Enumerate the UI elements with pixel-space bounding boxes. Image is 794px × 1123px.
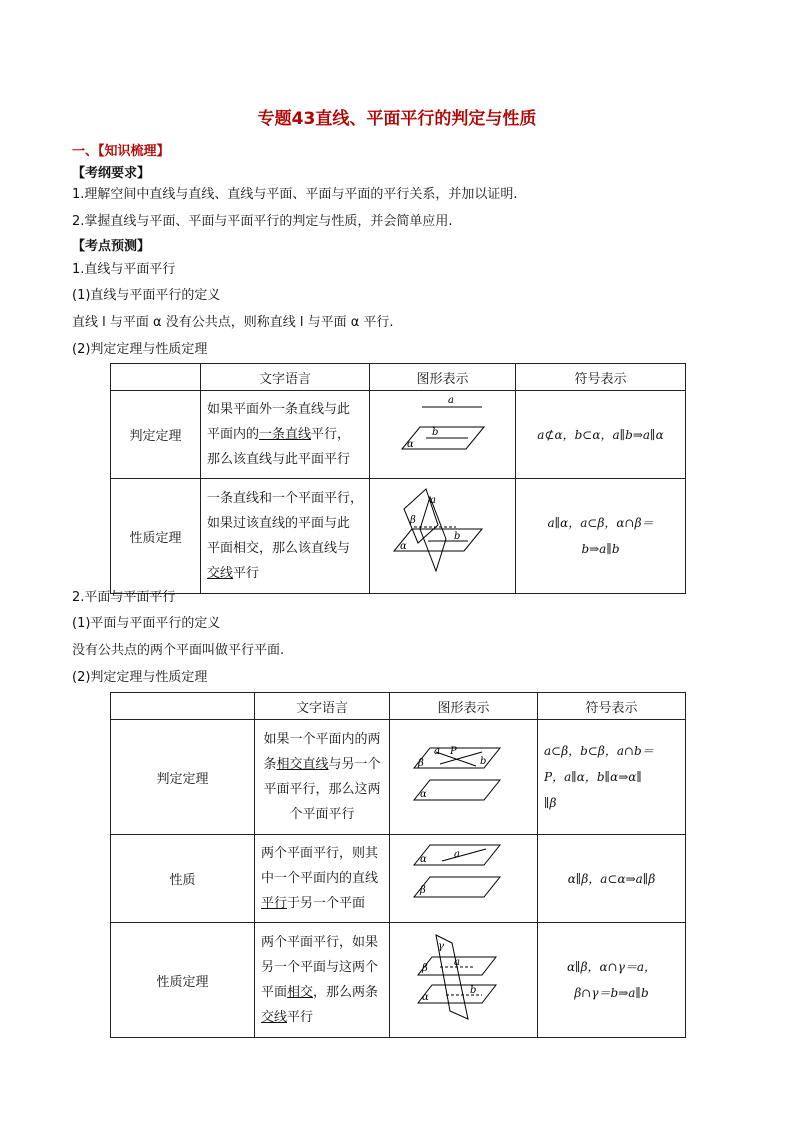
text-line: 那么该直线与此平面平行 (207, 452, 351, 467)
underlined-term: 交线 (261, 1010, 288, 1025)
header-cell: 图形表示 (390, 693, 538, 720)
prediction-heading: 【考点预测】 (72, 239, 151, 254)
text-language-cell (255, 835, 390, 923)
text-language-cell (201, 479, 370, 594)
table-row (111, 835, 686, 923)
header-cell: 符号表示 (516, 364, 686, 391)
plane-plane-criterion-figure (390, 720, 538, 830)
text-line: 两个平面平行，则其 (261, 846, 379, 861)
label-b: b (470, 985, 477, 996)
underlined-term: 一条直线 (259, 427, 312, 442)
symbol-line: P，a∥α，b∥α⇒α∥ (544, 770, 642, 784)
text-line: 于另一个平面 (287, 896, 366, 911)
label-a: a (454, 957, 460, 968)
text-line: 条 (263, 757, 277, 772)
page-title: 专题43直线、平面平行的判定与性质 (257, 109, 537, 129)
header-cell: 文字语言 (255, 693, 390, 720)
label-alpha: α (422, 992, 429, 1003)
row-name: 性质 (111, 835, 255, 923)
header-cell (111, 364, 201, 391)
text-language-cell (255, 720, 390, 835)
label-alpha: α (407, 439, 414, 450)
label-gamma: γ (438, 941, 444, 952)
row-name: 性质定理 (111, 923, 255, 1038)
text-line: 如果过该直线的平面与此 (207, 516, 351, 531)
label-b: b (432, 427, 439, 438)
text-line: 平面平行，那么这两 (263, 782, 381, 797)
label-p: P (450, 746, 457, 757)
table-header-row (111, 364, 686, 391)
text-line: 另一个平面与这两个 (261, 960, 379, 975)
header-cell: 符号表示 (538, 693, 686, 720)
plane-plane-property-figure (390, 835, 538, 918)
row-name: 判定定理 (111, 720, 255, 835)
header-cell: 文字语言 (201, 364, 370, 391)
symbol-line: α∥β，α∩γ＝a， (566, 960, 657, 974)
requirement-1: 1.理解空间中直线与直线、直线与平面、平面与平面的平行关系，并加以证明. (72, 187, 518, 202)
symbol-line: a∥α，a⊂β，α∩β＝ (547, 516, 654, 530)
text-line: 如果平面外一条直线与此 (207, 402, 351, 417)
symbol-line: β∩γ＝b⇒a∥b (574, 986, 649, 1000)
figure-cell (370, 391, 516, 479)
topic-2-definition: 没有公共点的两个平面叫做平行平面. (72, 643, 285, 658)
table-row (111, 923, 686, 1038)
symbol-cell: a⊄α，b⊂α，a∥b⇒a∥α (516, 391, 686, 479)
text-language-cell (201, 391, 370, 479)
table-row (111, 479, 686, 594)
topic-1-sub-1: (1)直线与平面平行的定义 (72, 288, 221, 303)
underlined-term: 相交直线 (276, 757, 329, 772)
text-line: 与另一个 (328, 757, 381, 772)
label-alpha: α (420, 854, 427, 865)
text-line: 平行 (287, 1010, 314, 1025)
label-a: a (430, 495, 436, 506)
text-line: 中一个平面内的直线 (261, 871, 379, 886)
underlined-term: 平行 (261, 896, 288, 911)
underlined-term: 交线 (207, 566, 234, 581)
label-a: a (448, 395, 454, 406)
symbol-cell (538, 923, 686, 1038)
label-alpha: α (420, 789, 427, 800)
row-name: 性质定理 (111, 479, 201, 594)
table-header-row (111, 693, 686, 720)
label-beta: β (410, 515, 416, 526)
symbol-cell (516, 479, 686, 594)
section-heading: 一、【知识梳理】 (72, 144, 170, 159)
line-plane-intersect-figure (370, 479, 516, 589)
requirements-heading: 【考纲要求】 (72, 166, 151, 181)
label-b: b (480, 756, 487, 767)
underlined-term: 相交 (287, 985, 314, 1000)
row-name: 判定定理 (111, 391, 201, 479)
label-beta: β (422, 963, 428, 974)
figure-cell (370, 479, 516, 594)
text-line: 平面内的 (207, 427, 260, 442)
symbol-cell (538, 720, 686, 835)
label-beta: β (418, 758, 424, 769)
text-line: 平行， (311, 427, 351, 442)
text-line: ，那么两条 (313, 985, 379, 1000)
label-a: a (434, 746, 440, 757)
text-line: 如果一个平面内的两 (263, 732, 381, 747)
topic-2-sub-2: (2)判定定理与性质定理 (72, 670, 208, 685)
label-a: a (454, 849, 460, 860)
header-cell: 图形表示 (370, 364, 516, 391)
table-row (111, 391, 686, 479)
symbol-line: ∥β (544, 796, 557, 810)
symbol-cell: α∥β，a⊂α⇒a∥β (538, 835, 686, 923)
header-cell (111, 693, 255, 720)
text-language-cell (255, 923, 390, 1038)
text-line: 平面 (261, 985, 288, 1000)
topic-1-heading: 1.直线与平面平行 (72, 262, 176, 277)
table-line-plane (110, 363, 686, 594)
label-beta: β (420, 885, 426, 896)
text-line: 一条直线和一个平面平行， (207, 491, 364, 506)
figure-cell (390, 835, 538, 923)
symbol-line: b⇒a∥b (581, 542, 620, 556)
label-alpha: α (400, 541, 407, 552)
topic-2-heading: 2.平面与平面平行 (72, 590, 176, 605)
symbol-line: a⊂β，b⊂β，a∩b＝ (544, 744, 654, 758)
table-plane-plane (110, 692, 686, 1038)
text-line: 个平面平行 (289, 807, 355, 822)
topic-1-definition: 直线 l 与平面 α 没有公共点，则称直线 l 与平面 α 平行. (72, 315, 394, 330)
figure-cell (390, 720, 538, 835)
label-b: b (454, 531, 461, 542)
text-line: 平行 (233, 566, 260, 581)
text-line: 平面相交，那么该直线与 (207, 541, 351, 556)
three-planes-figure (390, 923, 538, 1033)
table-row (111, 720, 686, 835)
text-line: 两个平面平行，如果 (261, 935, 379, 950)
figure-cell (390, 923, 538, 1038)
topic-1-sub-2: (2)判定定理与性质定理 (72, 342, 208, 357)
topic-2-sub-1: (1)平面与平面平行的定义 (72, 616, 221, 631)
requirement-2: 2.掌握直线与平面、平面与平面平行的判定与性质，并会简单应用. (72, 214, 453, 229)
line-plane-parallel-figure (370, 391, 516, 474)
